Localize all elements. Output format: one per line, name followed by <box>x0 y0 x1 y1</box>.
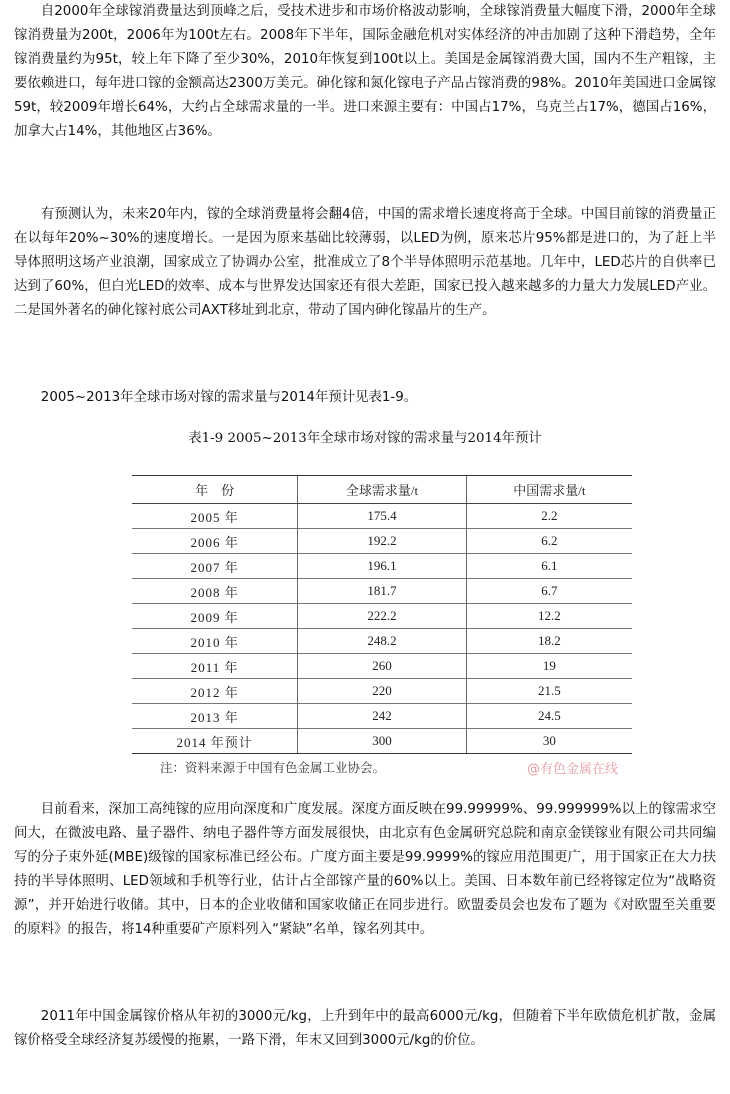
cell-global-demand: 192.2 <box>298 529 466 554</box>
cell-global-demand: 196.1 <box>298 554 466 579</box>
cell-year: 2012 年 <box>132 679 298 704</box>
cell-china-demand: 6.1 <box>466 554 632 579</box>
cell-china-demand: 6.2 <box>466 529 632 554</box>
cell-global-demand: 248.2 <box>298 629 466 654</box>
cell-year: 2006 年 <box>132 529 298 554</box>
cell-china-demand: 30 <box>466 729 632 754</box>
header-global-demand: 全球需求量/t <box>298 476 466 504</box>
table-row <box>132 529 632 554</box>
cell-global-demand: 175.4 <box>298 504 466 529</box>
demand-table <box>132 475 632 754</box>
paragraph-gallium-price: 2011年中国金属镓价格从年初的3000元/kg，上升到年中的最高6000元/kg，但随着下半年欧债危机扩散，金属镓价格受全球经济复苏缓慢的拖累，一路下滑，年末又回到3000元/kg的价位。 <box>14 1009 716 1048</box>
cell-year: 2005 年 <box>190 509 239 525</box>
cell-china-demand: 21.5 <box>466 679 632 704</box>
header-year: 年 份 <box>132 476 298 504</box>
cell-china-demand: 24.5 <box>466 704 632 729</box>
cell-global-demand: 222.2 <box>298 604 466 629</box>
header-china-demand: 中国需求量/t <box>466 476 632 504</box>
cell-global-demand: 181.7 <box>298 579 466 604</box>
cell-year: 2010 年 <box>132 629 298 654</box>
cell-year: 2009 年 <box>132 604 298 629</box>
cell-global-demand: 242 <box>298 704 466 729</box>
paragraph-high-purity-gallium: 目前看来，深加工高纯镓的应用向深度和广度发展。深度方面反映在99.99999%、99.999999%以上的镓需求空间大，在微波电路、量子器件、纳电子器件等方面发展很快，由北京有色金属研究总院和南京金镁镓业有限公司共同编写的分子束外延(MBE)级镓的国家标准已经公布。广度方面主要是99.9999%的镓应用范围更广，用于国家正在大力扶持的半导体照明、LED领域和手机等行业，估计占全部镓产量的60%以上。美国、日本数年前已经将镓定位为“战略资源”，并开始进行收储。其中，日本的企业收储和国家收储正在同步进行。欧盟委员会也发布了题为《对欧盟至关重要的原料》的报告，将14种重要矿产原料列入“紧缺”名单，镓名列其中。 <box>14 802 716 937</box>
table-row <box>132 579 632 604</box>
cell-year: 2014 年预计 <box>132 729 298 754</box>
paragraph-gallium-consumption: 自2000年全球镓消费量达到顶峰之后，受技术进步和市场价格波动影响，全球镓消费量大幅度下滑，2000年全球镓消费量为200t，2006年为100t左右。2008年下半年，国际金融危机对实体经济的冲击加剧了这种下滑趋势，全年镓消费量约为95t，较上年下降了至少30%，2010年恢复到100t以上。美国是金属镓消费大国，国内不生产粗镓，主要依赖进口，每年进口镓的金额高达2300万美元。砷化镓和氮化镓电子产品占镓消费的98%。2010年美国进口金属镓59t，较2009年增长64%，大约占全球需求量的一半。进口来源主要有：中国占17%，乌克兰占17%，德国占16%，加拿大占14%，其他地区占36%。 <box>14 4 716 139</box>
cell-global-demand: 300 <box>298 729 466 754</box>
cell-year: 2008 年 <box>132 579 298 604</box>
table-row <box>132 629 632 654</box>
cell-global-demand: 220 <box>298 679 466 704</box>
watermark: @有色金属在线 <box>527 762 619 777</box>
paragraph-forecast: 有预测认为，未来20年内，镓的全球消费量将会翻4倍，中国的需求增长速度将高于全球。中国目前镓的消费量正在以每年20%~30%的速度增长。一是因为原来基础比较薄弱，以LED为例，原来芯片95%都是进口的，为了赶上半导体照明这场产业浪潮，国家成立了协调办公室，批准成立了8个半导体照明示范基地。几年中，LED芯片的自供率已达到了60%，但白光LED的效率、成本与世界发达国家还有很大差距，国家已投入越来越多的力量大力发展LED产业。二是国外著名的砷化镓衬底公司AXT移址到北京，带动了国内砷化镓晶片的生产。 <box>14 207 716 318</box>
cell-year: 2007 年 <box>132 554 298 579</box>
table-row <box>132 504 632 529</box>
cell-year: 2013 年 <box>132 704 298 729</box>
cell-china-demand: 19 <box>466 654 632 679</box>
table-source-note: 注：资料来源于中国有色金属工业协会。 <box>160 760 386 775</box>
table-caption: 表1-9 2005~2013年全球市场对镓的需求量与2014年预计 <box>188 431 542 446</box>
table-row <box>132 654 632 679</box>
table-row <box>132 704 632 729</box>
cell-china-demand: 12.2 <box>466 604 632 629</box>
paragraph-table-intro: 2005~2013年全球市场对镓的需求量与2014年预计见表1-9。 <box>40 390 418 405</box>
cell-year: 2011 年 <box>132 654 298 679</box>
table-header-row <box>132 476 632 504</box>
table-row <box>132 729 632 754</box>
cell-china-demand: 2.2 <box>466 504 632 529</box>
table-row <box>132 604 632 629</box>
cell-china-demand: 18.2 <box>466 629 632 654</box>
table-row <box>132 679 632 704</box>
cell-china-demand: 6.7 <box>466 579 632 604</box>
cell-global-demand: 260 <box>298 654 466 679</box>
table-row <box>132 554 632 579</box>
